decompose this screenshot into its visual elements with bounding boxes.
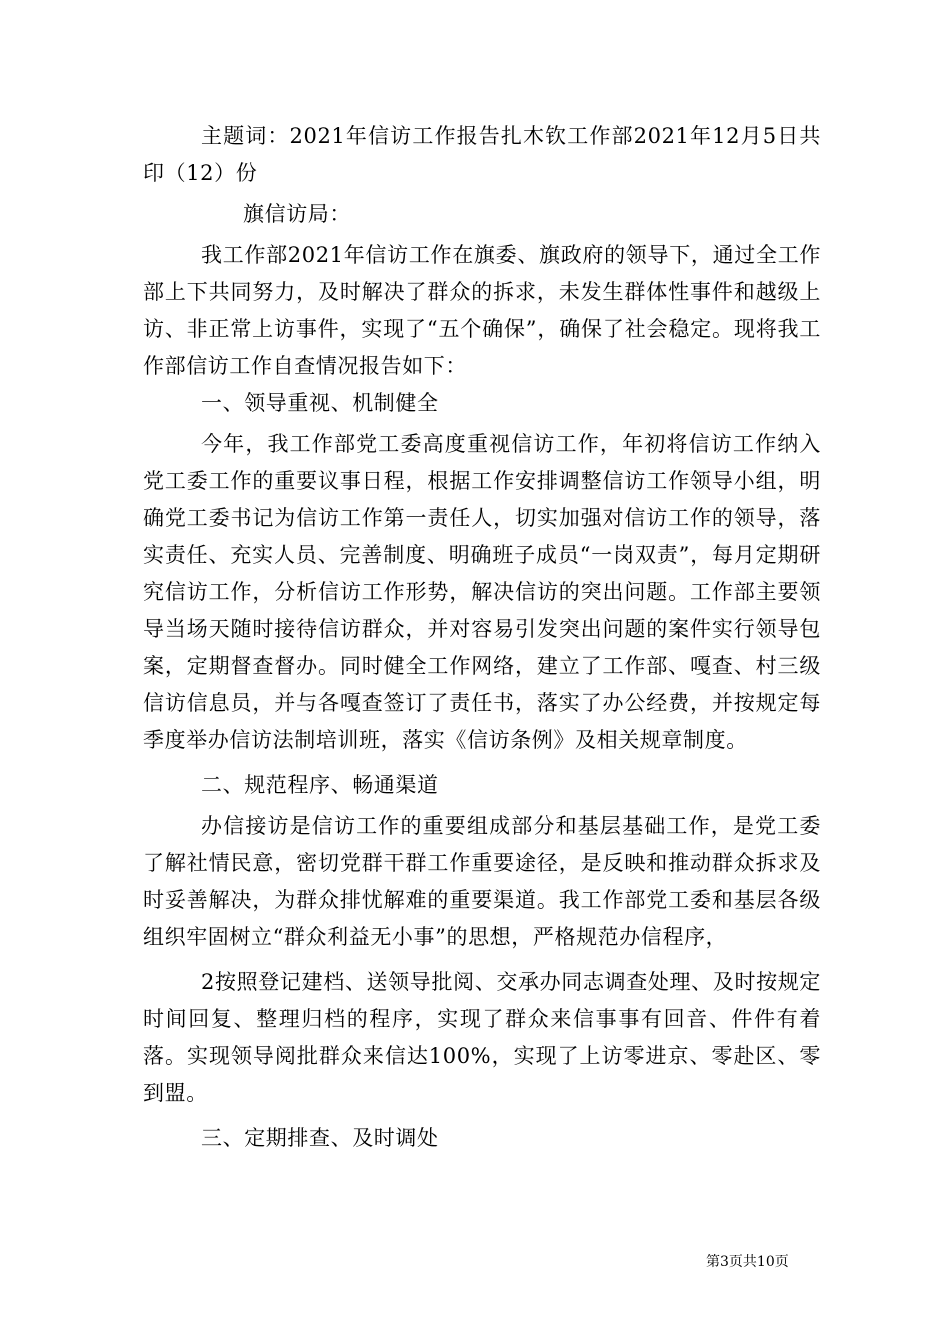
section-2-heading: 二、规范程序、畅通渠道	[201, 773, 439, 797]
document-body	[143, 118, 821, 1157]
section-1-paragraph: 今年，我工作部党工委高度重视信访工作，年初将信访工作纳入党工委工作的重要议事日程，根据工作安排调整信访工作领导小组，明确党工委书记为信访工作第一责任人，切实加强对信访工作的领导，落实责任、充实人员、完善制度、明确班子成员“一岗双责”，每月定期研究信访工作，分析信访工作形势，解决信访的突出问题。工作部主要领导当场天随时接待信访群众，并对容易引发突出问题的案件实行领导包案，定期督查督办。同时健全工作网络，建立了工作部、嘎查、村三级信访信息员，并与各嘎查签订了责任书，落实了办公经费，并按规定每季度举办信访法制培训班，落实《信访条例》及相关规章制度。	[143, 432, 821, 752]
intro-paragraph: 我工作部2021年信访工作在旗委、旗政府的领导下，通过全工作部上下共同努力，及时解决了群众的拆求，未发生群体性事件和越级上访、非正常上访事件，实现了“五个确保”，确保了社会稳定。现将我工作部信访工作自查情况报告如下：	[143, 243, 821, 378]
addressee: 旗信访局：	[243, 202, 351, 226]
section-2-paragraph-continued: 2按照登记建档、送领导批阅、交承办同志调查处理、及时按规定时间回复、整理归档的程序，实现了群众来信事事有回音、件件有着落。实现领导阅批群众来信达100%，实现了上访零进京、零赴区、零到盟。	[143, 970, 821, 1105]
page-indicator: 第3页共10页	[706, 1254, 789, 1270]
section-2-paragraph: 办信接访是信访工作的重要组成部分和基层基础工作，是党工委了解社情民意，密切党群干群工作重要途径，是反映和推动群众拆求及时妥善解决，为群众排忧解难的重要渠道。我工作部党工委和基层各级组织牢固树立“群众利益无小事”的思想，严格规范办信程序，	[143, 814, 821, 949]
section-3-heading: 三、定期排查、及时调处	[201, 1126, 439, 1150]
subject-line: 主题词：2021年信访工作报告扎木钦工作部2021年12月5日共印（12）份	[143, 124, 821, 185]
section-1-heading: 一、领导重视、机制健全	[201, 391, 439, 415]
